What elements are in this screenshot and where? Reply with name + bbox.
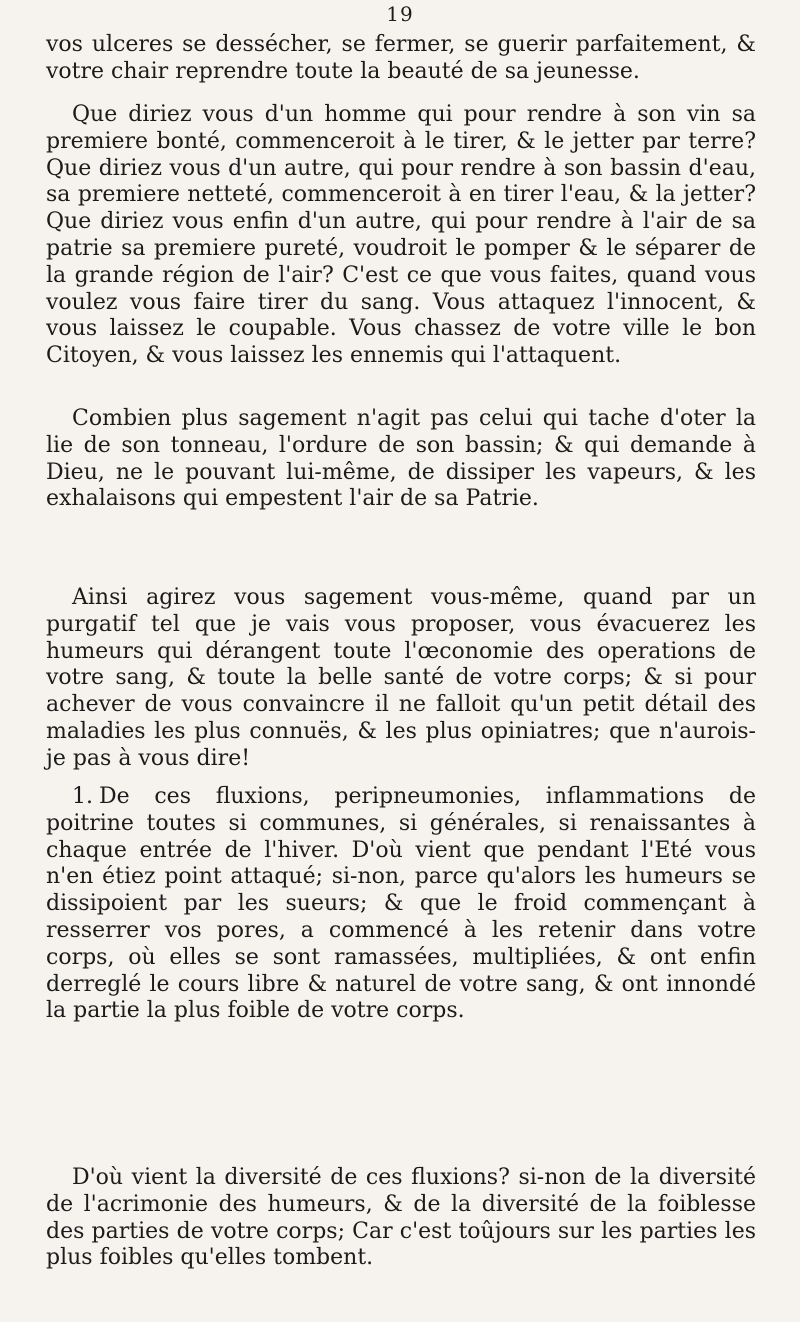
paragraph-wine-analogy: Que diriez vous d'un homme qui pour rendre à son vin sa premiere bonté, commenceroit à le tirer, & le jetter par terre? Que diriez vous d'un autre, qui pour rendre à son bassin d'eau, sa premiere netteté, commenceroit à en tirer l'eau, & la jetter? Que diriez vous enfin d'un autre, qui pour rendre à l'air de sa patrie sa premiere pureté, voudroit le pomper & le séparer de la grande région de l'air? C'est ce que vous faites, quand vous voulez vous faire tirer du sang. Vous attaquez l'innocent, & vous laissez le coupable. Vous chassez de votre ville le bon Citoyen, & vous laissez les ennemis qui l'attaquent. bbox=[46, 102, 756, 369]
paragraph-barrel-analogy: Combien plus sagement n'agit pas celui qui tache d'oter la lie de son tonneau, l'ordure de son bassin; & qui demande à Dieu, ne le pouvant lui-même, de dissiper les vapeurs, & les exhalaisons qui empestent l'air de sa Patrie. bbox=[46, 406, 756, 512]
paragraph-continuation: vos ulceres se dessécher, se fermer, se guerir parfaitement, & votre chair reprendre toute la beauté de sa jeunesse. bbox=[46, 32, 756, 84]
page-number: 19 bbox=[386, 2, 414, 26]
paragraph-fluxions-text: De ces fluxions, peripneumonies, inflammations de poitrine toutes si communes, si générales, si renaissantes à chaque entrée de l'hiver. D'où vient que pendant l'Eté vous n'en étiez point attaqué; si-non, parce qu'alors les humeurs se dissipoient par les sueurs; & que le froid commençant à resserrer vos pores, a commencé à les retenir dans votre corps, où elles se sont ramassées, multipliées, & ont enfin derreglé le cours libre & naturel de votre sang, & ont innondé la partie la plus foible de votre corps. bbox=[46, 784, 756, 1024]
paragraph-fluxions bbox=[46, 784, 756, 1025]
paragraph-diversity: D'où vient la diversité de ces fluxions? si-non de la diversité de l'acrimonie des humeurs, & de la diversité de la foiblesse des parties de votre corps; Car c'est toûjours sur les parties les plus foibles qu'elles tombent. bbox=[46, 1165, 756, 1271]
paragraph-number: 1. bbox=[72, 784, 93, 809]
paragraph-purgative: Ainsi agirez vous sagement vous-même, quand par un purgatif tel que je vais vous proposer, vous évacuerez les humeurs qui dérangent toute l'œconomie des operations de votre sang, & toute la belle santé de votre corps; & si pour achever de vous convaincre il ne falloit qu'un petit détail des maladies les plus connuës, & les plus opiniatres; que n'aurois-je pas à vous dire! bbox=[46, 585, 756, 771]
